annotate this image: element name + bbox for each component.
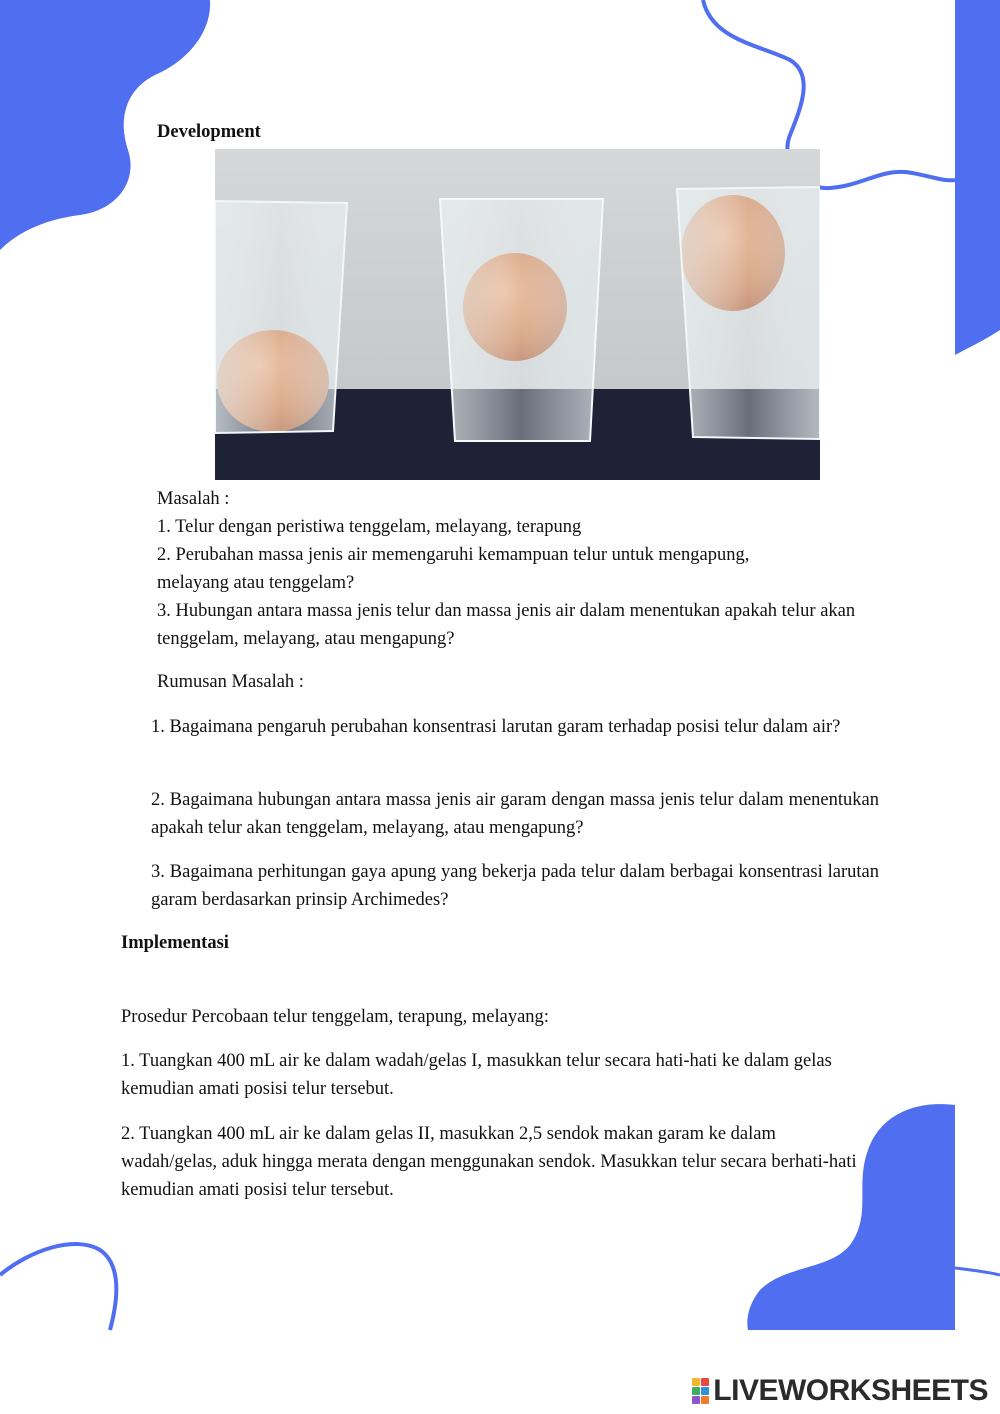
eggs-photo-illustration — [215, 149, 820, 480]
rumusan-item-1: 1. Bagaimana pengaruh perubahan konsentrasi larutan garam terhadap posisi telur dalam air? — [151, 717, 841, 737]
masalah-label: Masalah : — [157, 489, 230, 509]
bottom-right-line — [955, 1268, 1000, 1275]
glass-right — [677, 187, 820, 439]
rumusan-label: Rumusan Masalah : — [157, 672, 304, 692]
masalah-item-3: 3. Hubungan antara massa jenis telur dan massa jenis air dalam menentukan apakah telur akan tenggelam, melayang, atau mengapung? — [157, 601, 856, 649]
right-edge-band — [955, 0, 1000, 355]
liveworksheets-logo-mark — [692, 1378, 709, 1404]
procedure-step-1: 1. Tuangkan 400 mL air ke dalam wadah/gelas I, masukkan telur secara hati-hati ke dalam gelas kemudian amati posisi telur tersebut. — [121, 1051, 832, 1099]
eggs-in-glasses-photo — [215, 149, 820, 480]
procedure-intro: Prosedur Percobaan telur tenggelam, terapung, melayang: — [121, 1007, 549, 1027]
rumusan-item-2: 2. Bagaimana hubungan antara massa jenis air garam dengan massa jenis telur dalam menentukan apakah telur akan tenggelam, melayang, atau mengapung? — [151, 790, 879, 838]
procedure-step-2: 2. Tuangkan 400 mL air ke dalam gelas II, masukkan 2,5 sendok makan garam ke dalam wadah/gelas, aduk hingga merata dengan menggunakan sendok. Masukkan telur secara berhati-hati kemudian amati posisi telur tersebut. — [121, 1124, 857, 1200]
glass-middle — [440, 199, 603, 441]
masalah-section — [157, 485, 887, 653]
glass-left — [215, 201, 347, 433]
implementasi-heading: Implementasi — [121, 933, 229, 953]
rumusan-item-3: 3. Bagaimana perhitungan gaya apung yang bekerja pada telur dalam berbagai konsentrasi larutan garam berdasarkan prinsip Archimedes? — [151, 862, 879, 910]
masalah-item-1: 1. Telur dengan peristiwa tenggelam, melayang, terapung — [157, 517, 582, 537]
masalah-item-2: 2. Perubahan massa jenis air memengaruhi kemampuan telur untuk mengapung, melayang atau tenggelam? — [157, 545, 750, 593]
liveworksheets-logo-text: LIVEWORKSHEETS — [713, 1374, 988, 1407]
liveworksheets-logo — [692, 1374, 988, 1408]
bottom-left-wave-line — [0, 1244, 116, 1330]
development-heading: Development — [157, 122, 261, 142]
